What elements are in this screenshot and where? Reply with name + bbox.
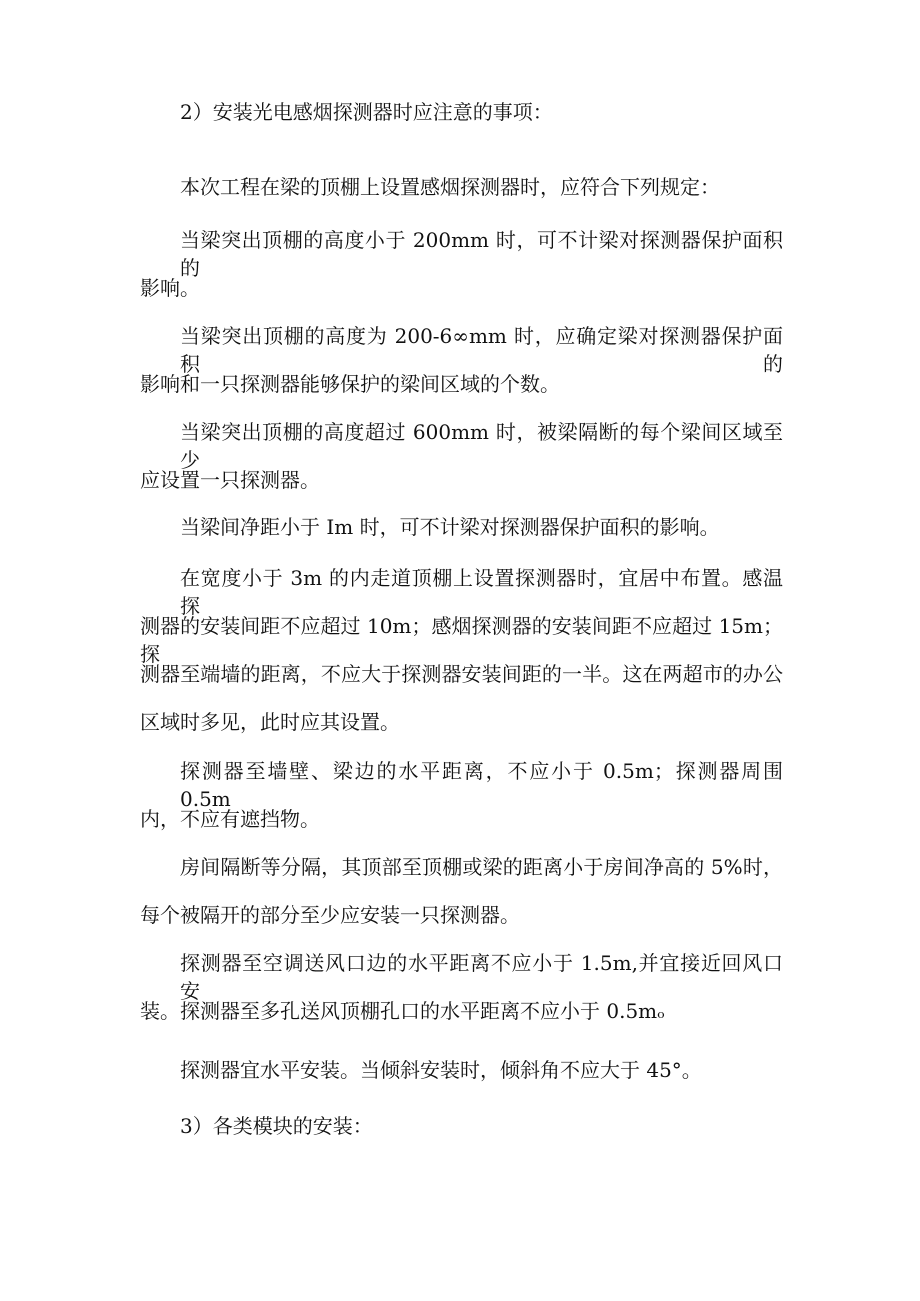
paragraph-intro: 本次工程在梁的顶棚上设置感烟探测器时，应符合下列规定： xyxy=(180,175,720,199)
paragraph-beam-200-600-line-1: 当梁突出顶棚的高度为 200-6∞mm 时，应确定梁对探测器保护面积的 xyxy=(180,324,783,376)
section-heading-2: 2）安装光电感烟探测器时应注意的事项： xyxy=(180,100,553,124)
paragraph-beam-over-600-line-1: 当梁突出顶棚的高度超过 600mm 时，被梁隔断的每个梁间区域至少 xyxy=(180,420,783,472)
paragraph-corridor-line-4: 区域时多见，此时应其设置。 xyxy=(140,710,400,734)
paragraph-beam-200-600-line-2: 影响和一只探测器能够保护的梁间区域的个数。 xyxy=(140,372,560,396)
paragraph-partition-line-2: 每个被隔开的部分至少应安装一只探测器。 xyxy=(140,903,520,927)
paragraph-corridor-line-1: 在宽度小于 3m 的内走道顶棚上设置探测器时，宜居中布置。感温探 xyxy=(180,566,783,618)
paragraph-beam-gap: 当梁间净距小于 Im 时，可不计梁对探测器保护面积的影响。 xyxy=(180,515,720,539)
paragraph-corridor-line-2: 测器的安装间距不应超过 10m；感烟探测器的安装间距不应超过 15m；探 xyxy=(140,614,783,666)
paragraph-air-vent-line-2: 装。探测器至多孔送风顶棚孔口的水平距离不应小于 0.5mₒ xyxy=(140,999,665,1023)
paragraph-beam-under-200-line-1: 当梁突出顶棚的高度小于 200mm 时，可不计梁对探测器保护面积的 xyxy=(180,228,783,280)
paragraph-corridor-line-3: 测器至端墙的距离，不应大于探测器安装间距的一半。这在两超市的办公 xyxy=(140,662,783,686)
paragraph-tilt: 探测器宜水平安装。当倾斜安装时，倾斜角不应大于 45°。 xyxy=(180,1058,702,1082)
paragraph-partition-line-1: 房间隔断等分隔，其顶部至顶棚或梁的距离小于房间净高的 5%时， xyxy=(180,855,783,879)
paragraph-beam-over-600-line-2: 应设置一只探测器。 xyxy=(140,468,320,492)
section-heading-3: 3）各类模块的安装： xyxy=(180,1114,373,1138)
paragraph-air-vent-line-1: 探测器至空调送风口边的水平距离不应小于 1.5m,并宜接近回风口安 xyxy=(180,951,783,1003)
paragraph-beam-under-200-line-2: 影响。 xyxy=(140,276,200,300)
paragraph-wall-distance-line-1: 探测器至墙壁、梁边的水平距离，不应小于 0.5m；探测器周围 0.5m xyxy=(180,759,783,811)
paragraph-wall-distance-line-2: 内，不应有遮挡物。 xyxy=(140,807,320,831)
